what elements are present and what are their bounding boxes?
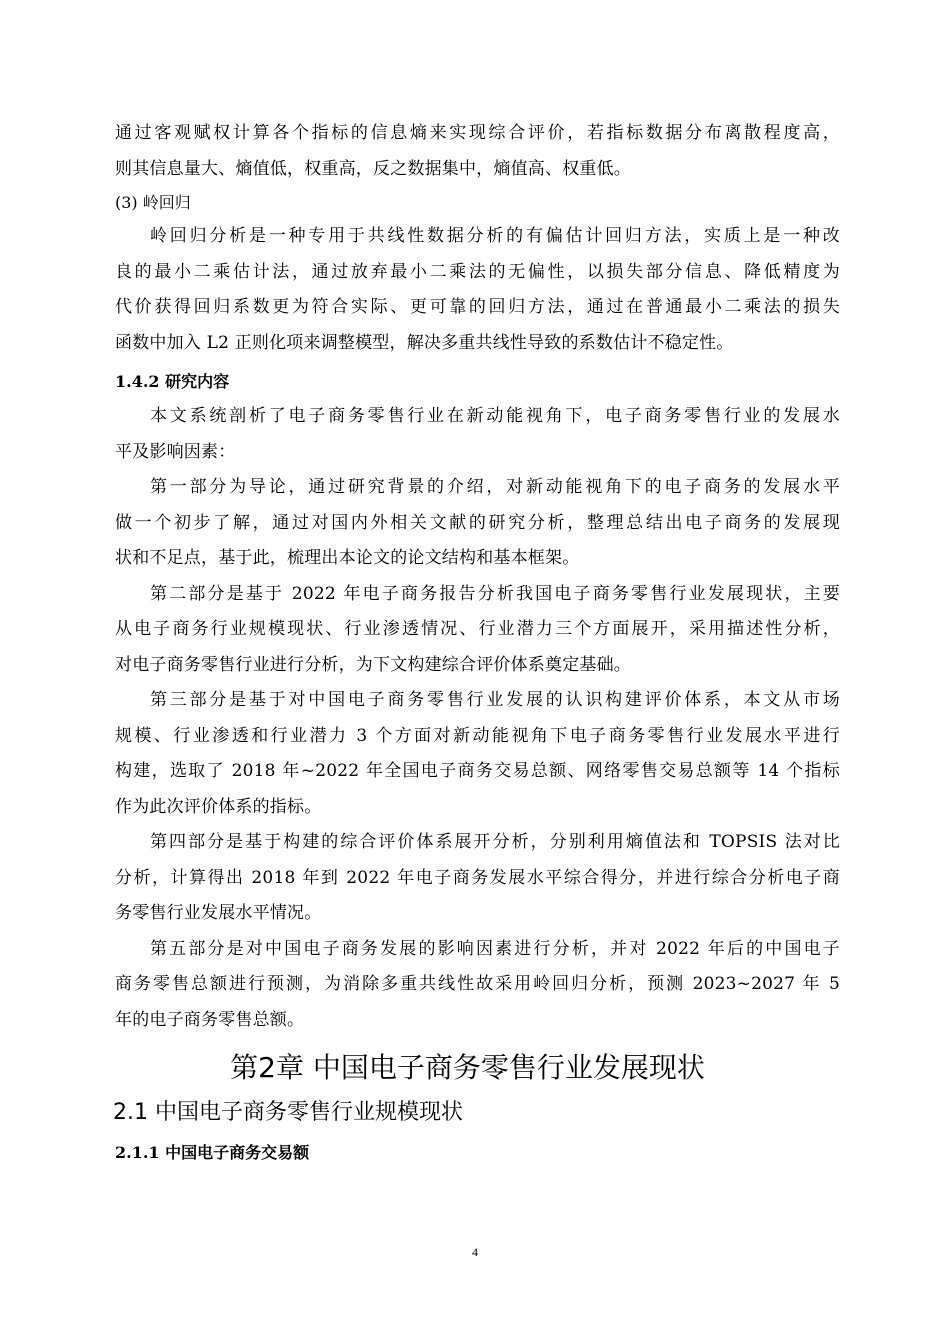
text-line: 第五部分是对中国电子商务发展的影响因素进行分析，并对 2022 年后的中国电子 bbox=[150, 938, 840, 959]
text-line: 商务零售总额进行预测，为消除多重共线性故采用岭回归分析，预测 2023~2027 年 5 bbox=[115, 974, 840, 994]
text-line: 分析，计算得出 2018 年到 2022 年电子商务发展水平综合得分，并进行综合分析电子商 bbox=[115, 867, 840, 888]
text-line: 从电子商务行业规模现状、行业渗透情况、行业潜力三个方面展开，采用描述性分析， bbox=[115, 619, 840, 639]
section-heading-2-1-1: 2.1.1 中国电子商务交易额 bbox=[115, 1143, 310, 1162]
paragraph-part4 bbox=[115, 825, 840, 932]
text-line: 代价获得回归系数更为符合实际、更可靠的回归方法，通过在普通最小二乘法的损失 bbox=[115, 297, 840, 317]
page-body bbox=[115, 116, 840, 1170]
text-line: 良的最小二乘估计法，通过放弃最小二乘法的无偏性，以损失部分信息、降低精度为 bbox=[115, 261, 840, 282]
text-line: 平及影响因素： bbox=[115, 441, 236, 462]
text-line: 通过客观赋权计算各个指标的信息熵来实现综合评价，若指标数据分布离散程度高， bbox=[115, 123, 840, 143]
text-line: 作为此次评价体系的指标。 bbox=[115, 796, 322, 817]
paragraph-part1 bbox=[115, 470, 840, 577]
text-line: 务零售行业发展水平情况。 bbox=[115, 903, 322, 923]
chapter-heading-2: 第2章 中国电子商务零售行业发展现状 bbox=[230, 1051, 705, 1084]
text-line: 第三部分是基于对中国电子商务零售行业发展的认识构建评价体系，本文从市场 bbox=[150, 690, 840, 710]
text-line: 状和不足点，基于此，梳理出本论文的论文结构和基本框架。 bbox=[115, 548, 580, 568]
text-line: 第一部分为导论，通过研究背景的介绍，对新动能视角下的电子商务的发展水平 bbox=[150, 477, 840, 497]
text-line: 第二部分是基于 2022 年电子商务报告分析我国电子商务零售行业发展现状，主要 bbox=[150, 583, 840, 604]
paragraph-ridge bbox=[115, 219, 840, 361]
text-line: 年的电子商务零售总额。 bbox=[115, 1009, 305, 1030]
list-item-ridge-title: (3) 岭回归 bbox=[115, 193, 191, 212]
page-number: 4 bbox=[472, 1245, 478, 1259]
text-line: 岭回归分析是一种专用于共线性数据分析的有偏估计回归方法，实质上是一种改 bbox=[150, 226, 840, 246]
section-heading-2-1: 2.1 中国电子商务零售行业规模现状 bbox=[113, 1100, 463, 1125]
text-line: 做一个初步了解，通过对国内外相关文献的研究分析，整理总结出电子商务的发展现 bbox=[115, 512, 840, 533]
text-line: 构建，选取了 2018 年~2022 年全国电子商务交易总额、网络零售交易总额等 14 个指标 bbox=[115, 761, 840, 781]
text-line: 本文系统剖析了电子商务零售行业在新动能视角下，电子商务零售行业的发展水 bbox=[150, 406, 840, 426]
text-line: 规模、行业渗透和行业潜力 3 个方面对新动能视角下电子商务零售行业发展水平进行 bbox=[115, 725, 840, 746]
paragraph-part2 bbox=[115, 577, 840, 684]
section-heading-1-4-2: 1.4.2 研究内容 bbox=[115, 372, 230, 391]
text-line: 函数中加入 L2 正则化项来调整模型，解决多重共线性导致的系数估计不稳定性。 bbox=[115, 332, 734, 353]
paragraph-entropy bbox=[115, 116, 840, 187]
paragraph-intro bbox=[115, 399, 840, 470]
text-line: 第四部分是基于构建的综合评价体系展开分析，分别利用熵值法和 TOPSIS 法对比 bbox=[150, 832, 840, 852]
paragraph-part3 bbox=[115, 683, 840, 825]
paragraph-part5 bbox=[115, 932, 840, 1039]
text-line: 则其信息量大、熵值低，权重高，反之数据集中，熵值高、权重低。 bbox=[115, 158, 631, 179]
text-line: 对电子商务零售行业进行分析，为下文构建综合评价体系奠定基础。 bbox=[115, 654, 631, 675]
